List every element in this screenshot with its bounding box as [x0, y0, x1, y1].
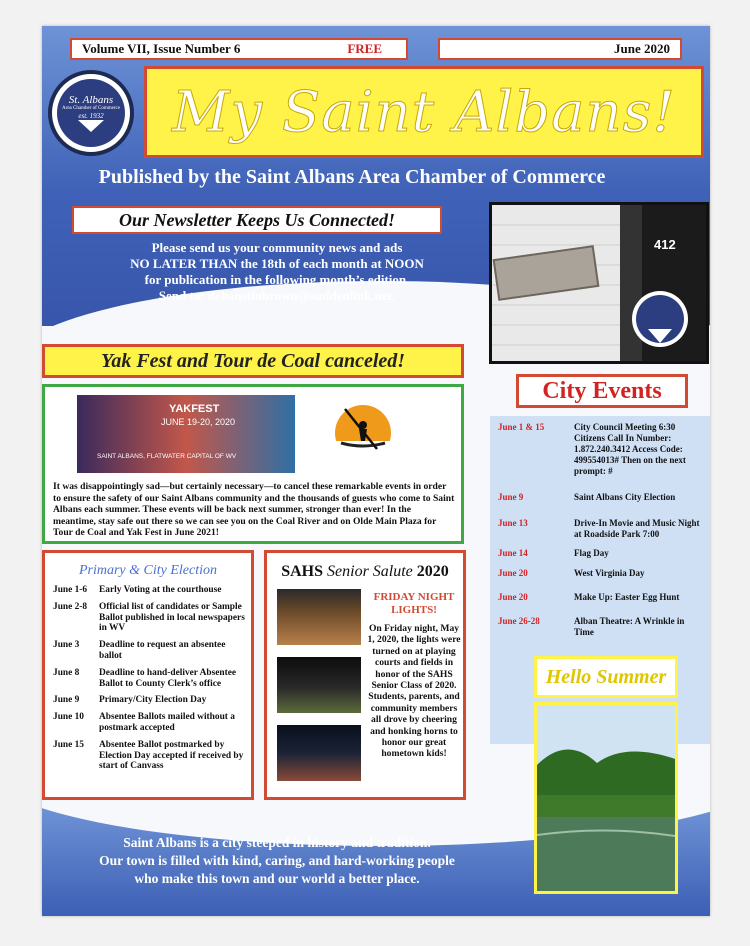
event-text: Make Up: Easter Egg Hunt — [574, 592, 680, 602]
event-date: June 1 & 15 — [498, 422, 545, 432]
event-row — [498, 568, 704, 579]
primary-date: June 8 — [53, 667, 80, 678]
footer-line3: who make this town and our world a better place. — [134, 871, 420, 886]
sahs-heading-c: 2020 — [416, 563, 449, 580]
primary-row — [53, 668, 245, 690]
event-row — [498, 548, 704, 559]
logo-line1: St. Albans — [68, 94, 114, 106]
newsletter-heading: Our Newsletter Keeps Us Connected! — [72, 206, 442, 234]
kayaker-icon — [331, 401, 395, 465]
primary-date: June 9 — [53, 695, 80, 706]
masthead-text: My Saint Albans! — [172, 79, 676, 145]
publisher-line: Published by the Saint Albans Area Chamber of Commerce — [98, 166, 606, 188]
date-bar — [438, 38, 682, 60]
free-label: FREE — [347, 41, 382, 56]
footer-text — [62, 834, 492, 888]
primary-text: Absentee Ballots mailed without a postmark accepted — [99, 712, 235, 733]
event-date: June 14 — [498, 548, 528, 558]
volume-label: Volume VII, Issue Number 6 — [82, 41, 241, 56]
primary-row — [53, 695, 245, 706]
primary-election-box — [42, 550, 254, 800]
court-photo — [277, 589, 361, 645]
event-row — [498, 518, 704, 540]
instruction-email: Send to: debaustinbrown@suddenlink.net. — [158, 288, 396, 303]
event-row — [498, 616, 704, 638]
event-text: Flag Day — [574, 548, 609, 558]
primary-text: Early Voting at the courthouse — [99, 585, 222, 595]
event-date: June 26-28 — [498, 616, 540, 626]
event-date: June 13 — [498, 518, 528, 528]
primary-rows — [45, 585, 251, 772]
footer-line2: Our town is filled with kind, caring, and hard-working people — [99, 853, 455, 868]
sahs-box — [264, 550, 466, 800]
event-row — [498, 492, 704, 503]
lake-illustration — [537, 705, 678, 894]
primary-text: Primary/City Election Day — [99, 695, 207, 706]
event-text: West Virginia Day — [574, 568, 645, 578]
banner-line1: YAKFEST — [169, 403, 220, 415]
logo-triangle-icon — [78, 120, 104, 132]
event-text: Alban Theatre: A Wrinkle in Time — [574, 616, 685, 637]
primary-row — [53, 585, 245, 596]
primary-date: June 2-8 — [53, 601, 88, 612]
issue-bar — [70, 38, 408, 60]
newsletter-instructions — [82, 240, 472, 304]
primary-date: June 15 — [53, 739, 84, 750]
newsletter-page — [42, 26, 710, 916]
banner-line3: SAINT ALBANS, FLATWATER CAPITAL OF WV — [97, 453, 237, 460]
sahs-heading-b: Senior Salute — [327, 563, 413, 580]
event-date: June 20 — [498, 568, 528, 578]
chamber-building-photo — [489, 202, 709, 364]
primary-text: Deadline to hand-deliver Absentee Ballot to County Clerk’s office — [99, 667, 237, 689]
baseball-field-photo — [277, 725, 361, 781]
footer-line1: Saint Albans is a city steeped in history and tradition. — [123, 835, 431, 850]
primary-row — [53, 712, 245, 734]
event-date: June 9 — [498, 492, 524, 502]
yakfest-box — [42, 384, 464, 544]
primary-text: Official list of candidates or Sample Ballot published in local newspapers in WV — [99, 601, 245, 634]
primary-row — [53, 740, 245, 772]
building-illustration — [492, 205, 709, 364]
event-row — [498, 592, 704, 603]
logo-line3: est. 1932 — [78, 112, 104, 120]
event-text: City Council Meeting 6:30 Citizens Call In Number: 1.872.240.3412 Access Code: 499554013# Then on the next prompt: # — [574, 422, 686, 476]
event-text: Saint Albans City Election — [574, 492, 676, 502]
primary-row — [53, 640, 245, 662]
banner-line2: JUNE 19-20, 2020 — [161, 417, 236, 427]
primary-text: Deadline to request an absentee ballot — [99, 640, 226, 661]
yakfest-body: It was disappointingly sad—but certainly necessary—to cancel these remarkable events in order to ensure the safety of our Saint Albans community and the thousands of guests who come to Saint Albans each summer. These events will be back next summer, stronger than ever! In the meantime, stay safe out there so we can see you on the Coal River and on Olde Main Plaza for Tour de Coal and Yak Fest in June 2021! — [53, 481, 455, 539]
sahs-body: On Friday night, May 1, 2020, the lights were turned on at playing courts and fields in honor of the SAHS Senior Class of 2020. Students, parents, and community members all drove by cheering and honking horns to honor our great hometown kids! — [367, 623, 461, 760]
primary-row — [53, 602, 245, 634]
event-date: June 20 — [498, 592, 528, 602]
issue-date: June 2020 — [614, 41, 670, 56]
primary-text: Absentee Ballot postmarked by Election Day accepted if received by start of Canvass — [99, 739, 244, 772]
logo-line2: Area Chamber of Commerce — [62, 106, 120, 111]
building-number: 412 — [654, 237, 676, 252]
masthead-title — [144, 66, 704, 158]
primary-heading: Primary & City Election — [78, 563, 218, 578]
event-text: Drive-In Movie and Music Night at Roadside Park 7:00 — [574, 518, 700, 539]
field-photo — [277, 657, 361, 713]
yakfest-banner — [77, 395, 295, 473]
lake-photo — [534, 702, 678, 894]
primary-date: June 3 — [53, 640, 80, 651]
sahs-heading-a: SAHS — [281, 563, 324, 580]
chamber-logo — [48, 70, 134, 156]
primary-date: June 1-6 — [53, 585, 88, 595]
hello-summer-badge: Hello Summer — [534, 656, 678, 698]
instruction-line2: NO LATER THAN the 18th of each month at NOON — [130, 256, 424, 271]
city-events-heading: City Events — [516, 374, 688, 408]
yakfest-heading: Yak Fest and Tour de Coal canceled! — [42, 344, 464, 378]
primary-date: June 10 — [53, 712, 84, 723]
event-row — [498, 422, 704, 477]
instruction-line1: Please send us your community news and ads — [151, 240, 403, 255]
sahs-subheading: FRIDAY NIGHT LIGHTS! — [373, 591, 455, 616]
sahs-heading — [267, 563, 463, 581]
instruction-line3: for publication in the following month’s edition. — [144, 272, 410, 287]
